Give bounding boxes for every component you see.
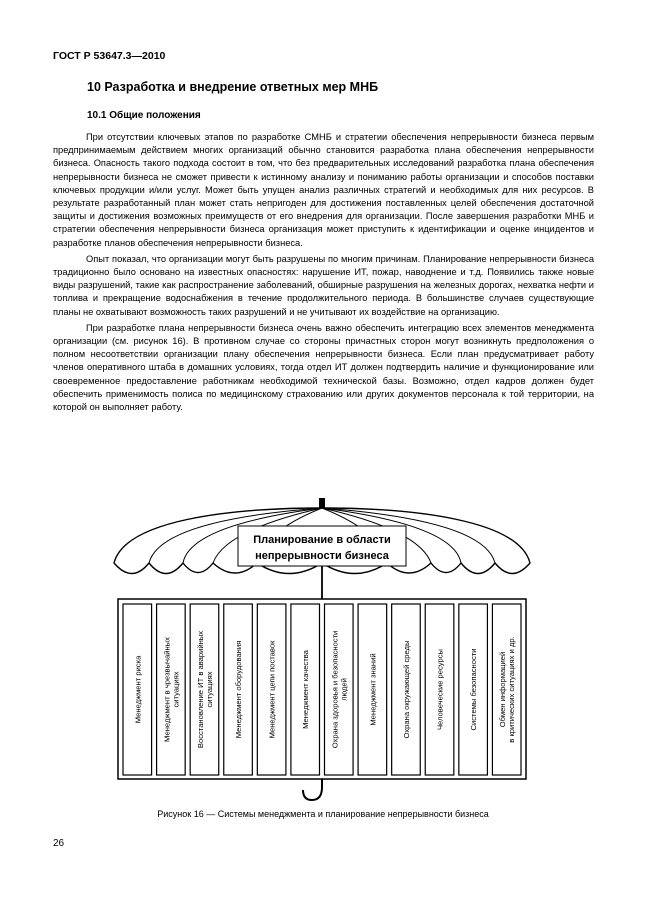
body-text xyxy=(53,131,594,417)
management-column-label: Охрана здоровья и безопасности xyxy=(330,630,340,749)
management-column-label: людей xyxy=(339,678,349,701)
management-column-label: Менеджмент оборудования xyxy=(234,640,244,739)
management-column-label: Охрана окружающей среды xyxy=(401,640,411,739)
management-column-label: Менеджмент качества xyxy=(301,650,311,729)
paragraph-3: При разработке плана непрерывности бизнеса очень важно обеспечить интеграцию всех элементов менеджмента организации (см. рисунок 16). В противном случае со стороны причастных сторон могут возникнуть предположения о полном несоответствии организации плану обеспечения непрерывности бизнеса. Если план предусматривает работу членов оперативного штаба в домашних условиях, тогда отдел ИТ должен подтвердить наличие и функционирование или своевременное предоставление работникам необходимой технической базы. Возможно, отдел кадров должен будет обеспечить применимость полиса по медицинскому страхованию или других документов персонала к той территории, на которой он выполняет работу. xyxy=(53,322,594,413)
figure-16 xyxy=(0,492,646,812)
management-column-label: в критических ситуациях и др. xyxy=(507,636,517,743)
management-column-label: ситуациях xyxy=(171,671,181,708)
umbrella-tip xyxy=(319,498,325,508)
page-number: 26 xyxy=(53,838,65,849)
umbrella-title-line-2: непрерывности бизнеса xyxy=(255,550,389,562)
management-columns xyxy=(123,604,521,775)
figure-caption: Рисунок 16 — Системы менеджмента и планирование непрерывности бизнеса xyxy=(157,809,489,819)
paragraph-2: Опыт показал, что организации могут быть разрушены по многим причинам. Планирование непрерывности бизнеса традиционно было основано на известных опасностях: нарушение ИТ, пожар, наводнение и т.д. Появились также новые виды разрушений, такие как распространение заболеваний, обширные разрушения на железных дорогах, нехватка нефти и топлива и прекращение водоснабжения в течение продолжительного периода. В большинстве случаев существующие планы не охватывают возможность таких разрушений и не учитывают их воздействие на организацию. xyxy=(53,253,594,317)
umbrella-handle xyxy=(303,779,322,800)
management-column-label: Менеджмент в чрезвычайных xyxy=(162,637,172,742)
management-column-label: Человеческие ресурсы xyxy=(435,649,445,730)
management-column-label: Менеджмент цепи поставок xyxy=(267,640,277,739)
management-column-label: Менеджмент риска xyxy=(133,655,143,724)
management-column-label: Обмен информацией xyxy=(498,651,508,728)
subsection-title: 10.1 Общие положения xyxy=(87,110,201,121)
management-column-label: Менеджмент знаний xyxy=(368,653,378,726)
management-column-label: Восстановление ИТ в аварийных xyxy=(195,630,205,749)
management-column-label: ситуациях xyxy=(204,671,214,708)
standard-header: ГОСТ Р 53647.3—2010 xyxy=(53,50,166,62)
management-column-label: Системы безопасности xyxy=(469,648,479,731)
section-title: 10 Разработка и внедрение ответных мер МНБ xyxy=(87,80,379,94)
umbrella-diagram xyxy=(0,492,646,812)
paragraph-1: При отсутствии ключевых этапов по разработке СМНБ и стратегии обеспечения непрерывности бизнеса первым предпринимаемым действием многих организаций обычно становится разработка плана обеспечения непрерывности бизнеса. Опасность такого подхода состоит в том, что без предварительных исследований разработка плана обеспечения непрерывности бизнеса не сможет привести к истинному анализу и пониманию работы организации и способов поставки ключевых продукции и/или услуг. Может быть упущен анализ различных стратегий и необходимых для них ресурсов. В результате разработанный план может стать непригоден для достижения поставленных целей обеспечения достаточной защиты и достижения возможных преимуществ от его внедрения для организации. После завершения разработки МНБ и стратегии обеспечения непрерывности бизнеса организация может приступить к идентификации и оценке инцидентов и разработке планов обеспечения непрерывности бизнеса. xyxy=(53,132,594,248)
umbrella-title-line-1: Планирование в области xyxy=(253,534,391,546)
